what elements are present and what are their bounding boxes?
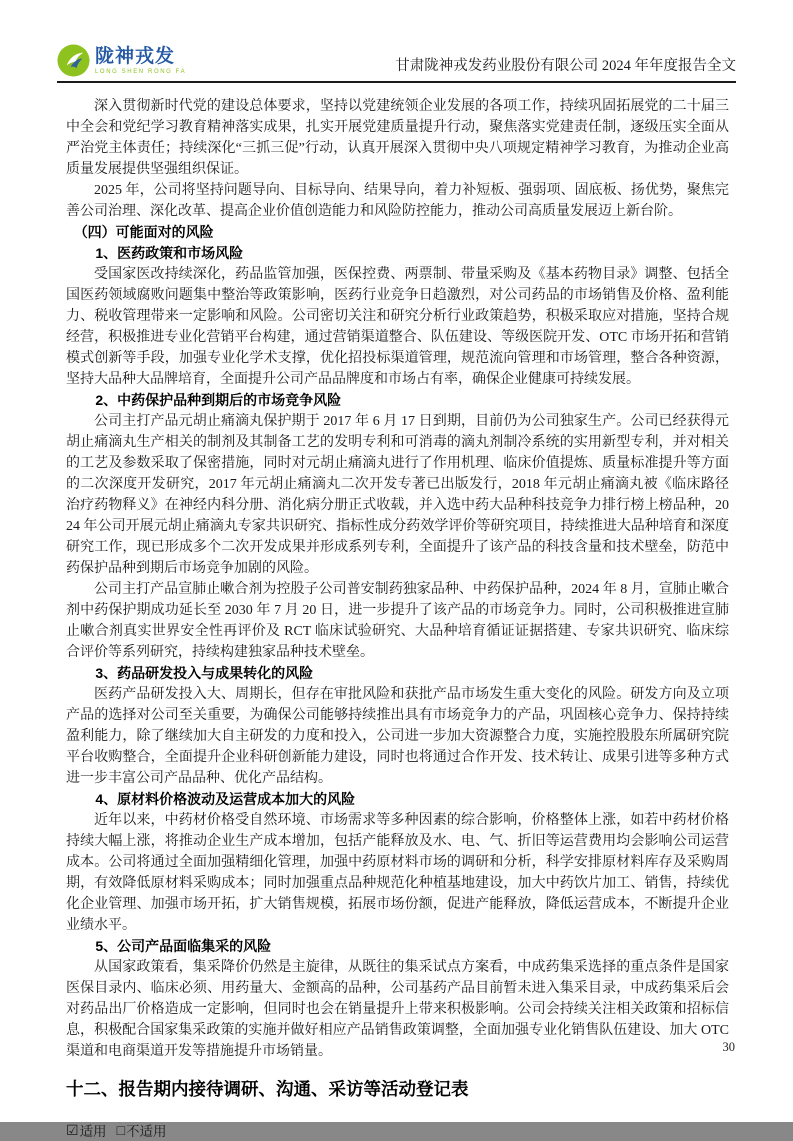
risk-section-heading: （四）可能面对的风险	[73, 224, 214, 240]
risk5-paragraph: 从国家政策看，集采降价仍然是主旋律，从既往的集采试点方案看，中成药集采选择的重点条件是国家医保目录内、临床必须、用药量大、金额高的品种，公司基药产品目前暂未进入集采目录，中成药集采后会对药品出厂价格造成一定影响，但同时也会在销量提升上带来积极影响。公司会持续关注相关政策和招标信息，积极配合国家集采政策的实施并做好相应产品销售政策调整，全面加强专业化销售队伍建设、加大 OTC 渠道和电商渠道开发等措施提升市场销量。	[66, 960, 729, 1059]
risk2-paragraph-b: 公司主打产品宣肺止嗽合剂为控股子公司普安制药独家品种、中药保护品种，2024 年 8 月，宣肺止嗽合剂中药保护期成功延长至 2030 年 7 月 20 日，进一步提升了该产品的市场竞争力。同时，公司积极推进宣肺止嗽合剂真实世界安全性再评价及 RCT 临床试验研究、大品种培育循证证据搭建、专家共识研究、临床综合评价等系列研究，持续构建独家品种技术壁垒。	[66, 582, 729, 660]
report-header-title: 甘肃陇神戎发药业股份有限公司 2024 年年度报告全文	[395, 58, 736, 74]
company-logo	[57, 44, 186, 77]
risk5-heading: 5、公司产品面临集采的风险	[95, 938, 272, 954]
risk1-heading: 1、医药政策和市场风险	[95, 245, 244, 261]
document-body	[66, 96, 729, 1141]
logo-name-cn: 陇神戎发	[95, 45, 176, 67]
risk4-heading: 4、原材料价格波动及运营成本加大的风险	[95, 791, 356, 807]
bird-logo-icon	[57, 44, 90, 77]
header-rule	[57, 44, 736, 83]
not-applicable-label: 不适用	[126, 1124, 167, 1139]
logo-wordmark	[95, 47, 186, 75]
risk3-paragraph: 医药产品研发投入大、周期长，但存在审批风险和获批产品市场发生重大变化的风险。研发方向及立项产品的选择对公司至关重要，为确保公司能够持续推出具有市场竞争力的产品，巩固核心竞争力、保持持续盈利能力，除了继续加大自主研发的力度和投入，公司进一步加大资源整合力度，实施控股股东所属研究院平台收购整合，全面提升企业科研创新能力建设，同时也将通过合作开发、技术转让、成果引进等多种方式进一步丰富公司产品品种、优化产品结构。	[66, 687, 729, 786]
applicable-option	[66, 1123, 107, 1141]
risk3-heading: 3、药品研发投入与成果转化的风险	[95, 665, 314, 681]
intro-paragraph-2: 2025 年，公司将坚持问题导向、目标导向、结果导向，着力补短板、强弱项、固底板、扬优势，聚焦完善公司治理、深化改革、提高企业价值创造能力和风险防控能力，推动公司高质量发展迈上新台阶。	[66, 183, 729, 219]
unchecked-checkbox-icon: □	[116, 1124, 126, 1139]
logo-name-en: LONG SHEN RONG FA	[95, 68, 187, 75]
not-applicable-option	[117, 1123, 167, 1141]
section12-title: 十二、报告期内接待调研、沟通、采访等活动登记表	[66, 1079, 469, 1099]
checked-checkbox-icon: ☑	[66, 1124, 79, 1139]
risk1-paragraph: 受国家医改持续深化，药品监管加强，医保控费、两票制、带量采购及《基本药物目录》调整、包括全国医药领域腐败问题集中整治等政策影响，医药行业竞争日趋激烈，对公司药品的市场销售及价格、盈利能力、税收管理带来一定影响和风险。公司密切关注和研究分析行业政策趋势，积极采取应对措施，坚持合规经营，积极推进专业化营销平台构建，通过营销渠道整合、队伍建设、等级医院开发、OTC 市场开拓和营销模式创新等手段，加强专业化学术支撑，优化招投标渠道管理，规范流向管理和市场管理，整合各种资源，坚持大品种大品牌培育，全面提升公司产品品牌度和市场占有率，确保企业健康可持续发展。	[66, 267, 729, 387]
page-number: 30	[722, 1040, 735, 1054]
applicable-label: 适用	[79, 1124, 107, 1139]
risk4-paragraph: 近年以来，中药材价格受自然环境、市场需求等多种因素的综合影响，价格整体上涨，如若中药材价格持续大幅上涨，将推动企业生产成本增加，包括产能释放及水、电、气、折旧等运营费用均会影响公司运营成本。公司将通过全面加强精细化管理，加强中药原材料市场的调研和分析，科学安排原材料库存及采购周期，有效降低原材料采购成本；同时加强重点品种规范化种植基地建设，加大中药饮片加工、销售，持续优化企业管理、加强市场开拓，扩大销售规模，拓展市场份额，促进产能释放，降低运营成本，不断提升企业业绩水平。	[66, 813, 729, 933]
page-header	[0, 0, 793, 83]
risk2-heading: 2、中药保护品种到期后的市场竞争风险	[95, 392, 342, 408]
risk2-paragraph-a: 公司主打产品元胡止痛滴丸保护期于 2017 年 6 月 17 日到期，目前仍为公司独家生产。公司已经获得元胡止痛滴丸生产相关的制剂及其制备工艺的发明专利和可消毒的滴丸剂制冷系统的实用新型专利，并对相关的工艺及参数采取了保密措施，同时对元胡止痛滴丸进行了作用机理、临床价值提炼、质量标准提升等方面的二次深度开发研究，2017 年元胡止痛滴丸二次开发专著已出版发行，2018 年元胡止痛滴丸被《临床路径治疗药物释义》在神经内科分册、消化病分册正式收载，并入选中药大品种科技竞争力排行榜上榜品种，2024 年公司开展元胡止痛滴丸专家共识研究、指标性成分药效学评价等研究项目，持续推进大品种培育和深度研究工作，现已形成多个二次开发成果并形成系列专利，全面提升了该产品的科技含量和技术壁垒，防范中药保护品种到期后市场竞争加剧的风险。	[66, 414, 729, 576]
intro-paragraph-1: 深入贯彻新时代党的建设总体要求，坚持以党建统领企业发展的各项工作，持续巩固拓展党的二十届三中全会和党纪学习教育精神落实成果，扎实开展党建质量提升行动，聚焦落实党建责任制，逐级压实全面从严治党主体责任；持续深化“三抓三促”行动，认真开展深入贯彻中央八项规定精神学习教育，为推动企业高质量发展提供坚强组织保证。	[66, 99, 729, 177]
applicability-row	[66, 1123, 729, 1141]
